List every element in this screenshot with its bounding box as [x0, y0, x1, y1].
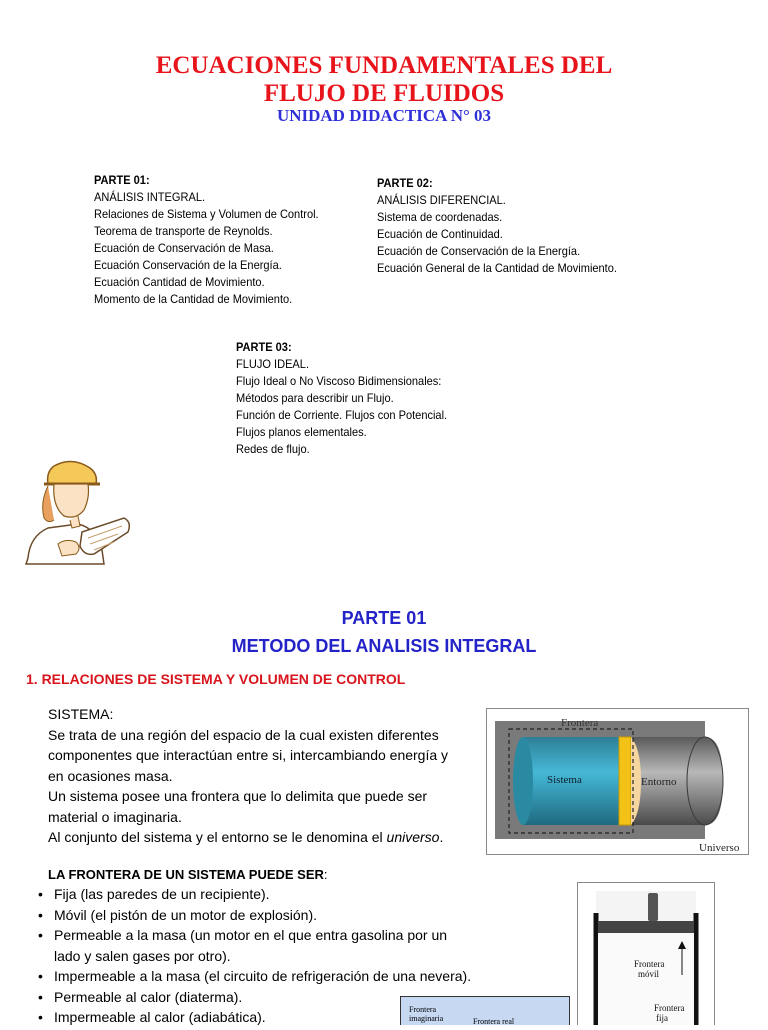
paragraph-line: Un sistema posee una frontera que lo delimita que puede ser	[48, 788, 428, 804]
parte-01-item: ANÁLISIS INTEGRAL.	[94, 190, 206, 204]
doc-title-line1: ECUACIONES FUNDAMENTALES DEL	[155, 52, 613, 79]
bullet-item: • Impermeable a la masa (el circuito de refrigeración de una nevera).	[30, 966, 482, 987]
piston-figure	[577, 882, 715, 1025]
parte-03-heading: PARTE 03:	[236, 340, 292, 354]
parte-01-item: Teorema de transporte de Reynolds.	[94, 224, 273, 238]
parte-01-item: Ecuación Cantidad de Movimiento.	[94, 275, 265, 289]
universo-label: Universo	[699, 842, 740, 854]
parte-01-item: Ecuación de Conservación de Masa.	[94, 241, 274, 255]
bullet-item: • Fija (las paredes de un recipiente).	[30, 884, 482, 905]
bullet-item: • Móvil (el pistón de un motor de explosión).	[30, 905, 482, 926]
system-diagram-figure	[486, 708, 749, 855]
parte-03-item: FLUJO IDEAL.	[236, 357, 310, 371]
frontera-movil-label-1: Frontera	[634, 959, 665, 969]
parte-02-item: Sistema de coordenadas.	[377, 210, 503, 224]
frontera-real-label: Frontera real	[473, 1017, 515, 1025]
section-title-line2: METODO DEL ANALISIS INTEGRAL	[231, 636, 537, 656]
parte-02-item: Ecuación de Conservación de la Energía.	[377, 244, 581, 258]
parte-02-block	[377, 175, 617, 277]
universe-word: universo	[386, 829, 440, 845]
parte-03-item: Redes de flujo.	[236, 442, 310, 456]
parte-01-item: Relaciones de Sistema y Volumen de Control.	[94, 207, 319, 221]
parte-01-heading: PARTE 01:	[94, 173, 150, 187]
bullet-item: • Permeable a la masa (un motor en el que entra gasolina por un	[30, 925, 482, 946]
frontera-label: Frontera	[561, 717, 599, 729]
imaginary-frontier-figure	[400, 996, 570, 1025]
engineer-clipart	[18, 458, 138, 566]
parte-02-item: ANÁLISIS DIFERENCIAL.	[377, 193, 506, 207]
bullet-item-continuation: lado y salen gases por otro).	[54, 947, 231, 964]
parte-02-item: Ecuación General de la Cantidad de Movimiento.	[377, 261, 617, 275]
system-diagram	[487, 709, 748, 854]
bullet-item: • Impermeable al calor (adiabática).	[30, 1007, 482, 1028]
parte-01-block	[94, 172, 319, 308]
frontera-fija-label-2: fija	[656, 1013, 668, 1023]
parte-01-item: Momento de la Cantidad de Movimiento.	[94, 292, 293, 306]
parte-01-item: Ecuación Conservación de la Energía.	[94, 258, 282, 272]
paragraph-line: componentes que interactúan entre si, intercambiando energía y	[48, 747, 449, 763]
paragraph-line: en ocasiones masa.	[48, 767, 173, 784]
paragraph-line: Se trata de una región del espacio de la cual existen diferentes	[48, 726, 439, 743]
paragraph-line: material o imaginaria.	[48, 808, 182, 825]
sistema-label: Sistema	[547, 774, 582, 786]
parte-03-item: Métodos para describir un Flujo.	[236, 391, 394, 405]
doc-title-line2: FLUJO DE FLUIDOS	[263, 80, 505, 107]
paragraph-line: SISTEMA:	[48, 706, 114, 722]
bullet-item: • Permeable al calor (diaterma).	[30, 987, 482, 1008]
universe-line: Al conjunto del sistema y el entorno se le denomina el universo.	[48, 829, 444, 845]
piston-diagram	[578, 883, 714, 1025]
parte-02-heading: PARTE 02:	[377, 176, 433, 190]
frontera-fija-label-1: Frontera	[654, 1003, 685, 1013]
sistema-paragraph	[48, 704, 462, 848]
parte-03-item: Flujo Ideal o No Viscoso Bidimensionales:	[236, 374, 442, 388]
parte-03-item: Flujos planos elementales.	[236, 425, 367, 439]
frontier-heading-line: LA FRONTERA DE UN SISTEMA PUEDE SER:	[48, 867, 328, 882]
parte-03-block	[236, 339, 447, 458]
frontera-movil-label-2: móvil	[638, 969, 660, 979]
entorno-label: Entorno	[641, 776, 677, 788]
section-heading-1: 1. RELACIONES DE SISTEMA Y VOLUMEN DE CONTROL	[26, 671, 406, 687]
doc-subtitle: UNIDAD DIDACTICA N° 03	[276, 106, 492, 125]
frontier-heading: LA FRONTERA DE UN SISTEMA PUEDE SER	[48, 867, 324, 882]
parte-02-item: Ecuación de Continuidad.	[377, 227, 503, 241]
frontera-imaginaria-label: Frontera imaginaria	[409, 1005, 444, 1023]
parte-03-item: Función de Corriente. Flujos con Potencial.	[236, 408, 448, 422]
section-title-line1: PARTE 01	[341, 608, 427, 628]
